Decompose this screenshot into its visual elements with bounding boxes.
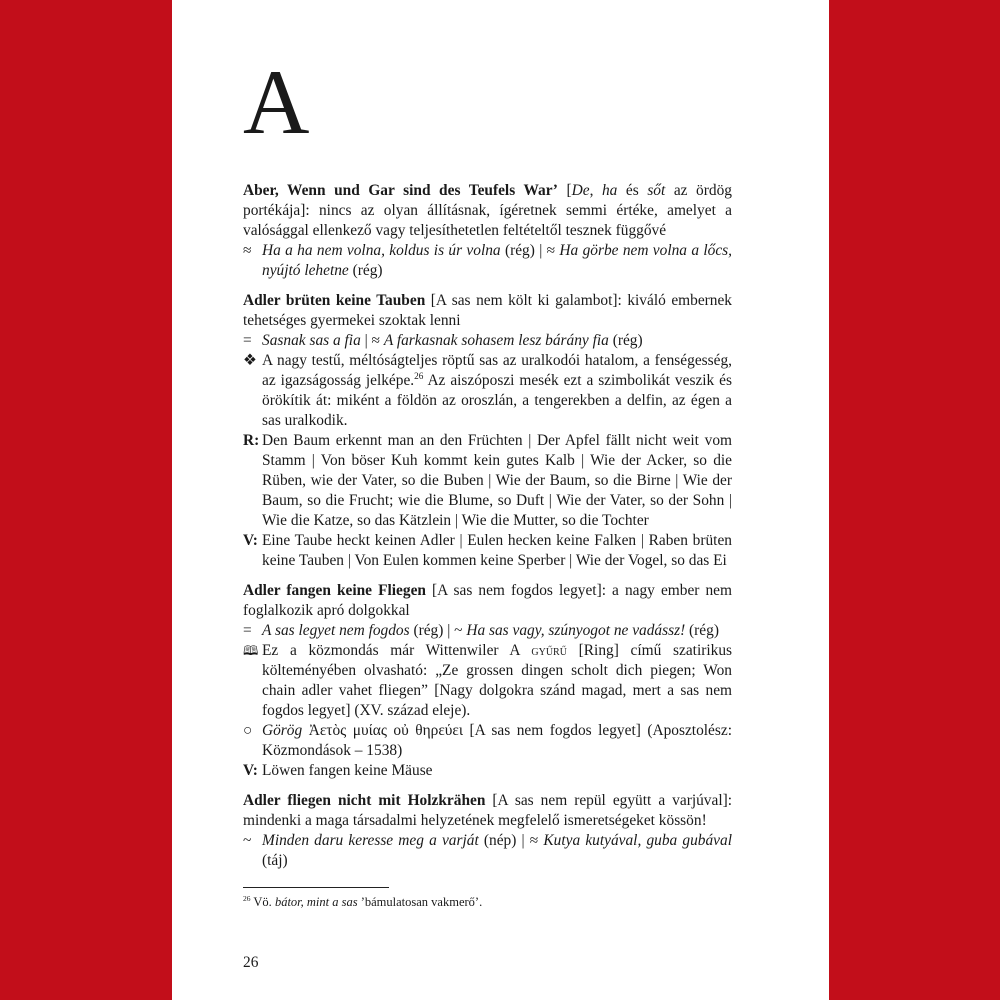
line-text: (rég) (685, 622, 719, 639)
line-marker: V: (243, 532, 258, 549)
line-text: | ≈ (360, 332, 384, 349)
line-text: gyűrű (531, 643, 567, 659)
line-text: Sasnak sas a fia (262, 332, 361, 349)
line-text: A nagy testű, méltóságteljes röptű sas az uralkodói hatalom, a fenségesség, az igazságosság jelképe. (262, 352, 732, 389)
line-text: Eine Taube heckt keinen Adler | Eulen hecken keine Falken | Raben brüten keine Tauben | Von Eulen kommen keine Sperber | Wie der Vogel, so das Ei (262, 532, 732, 569)
entry-list (243, 181, 732, 871)
line-text: A farkasnak sohasem lesz bárány fia (383, 332, 609, 349)
entry-line (243, 351, 732, 431)
line-text: Ha görbe nem volna a lőcs, nyújtó lehetne (262, 242, 733, 279)
entry-headword: Adler fliegen nicht mit Holzkrähen (243, 792, 486, 809)
footnote (243, 894, 732, 910)
entry-line (243, 241, 732, 281)
line-marker: V: (243, 762, 258, 779)
line-marker: R: (243, 432, 260, 449)
entry-headword: Adler fangen keine Fliegen (243, 582, 426, 599)
entry-headword: Aber, Wenn und Gar sind des Teufels War’ (243, 182, 558, 199)
line-text: [Ring] című szatirikus költeményében olvasható: „Ze grossen dingen scholt dich piegen; Won chain adler vahet fliegen” [Nagy dolgokra szánd magad, mert a sas nem fogdos legyet] (XV. század eleje). (262, 642, 733, 719)
entry-line (243, 531, 732, 571)
book-icon: 🕮 (243, 643, 259, 658)
entry-head (243, 291, 732, 331)
line-text: (rég) (348, 262, 383, 279)
entry-headword: Adler brüten keine Tauben (243, 292, 426, 309)
entry-line (243, 831, 732, 871)
entry-gloss-part: sőt (647, 182, 666, 199)
line-text: (rég) | ~ (409, 622, 467, 639)
entry-line (243, 641, 732, 721)
line-text: Ha a ha nem volna, koldus is úr volna (262, 242, 501, 259)
page-content (243, 51, 733, 910)
line-text: Ha sas vagy, szúnyogot ne vadássz! (466, 622, 686, 639)
line-marker: = (243, 622, 252, 639)
dictionary-entry (243, 291, 732, 571)
line-marker: = (243, 332, 252, 349)
line-text: (rég) | ≈ (500, 242, 560, 259)
line-text: Löwen fangen keine Mäuse (262, 762, 433, 779)
footnote-number: 26 (243, 893, 251, 903)
entry-head (243, 181, 732, 241)
line-text: Den Baum erkennt man an den Früchten | Der Apfel fällt nicht weit vom Stamm | Von böser Kuh kommt kein gutes Kalb | Wie der Acker, so die Rüben, wie der Vater, so die Buben | Wie der Baum, so die Birne | Wie der Baum, so die Frucht; wie die Blume, so Duft | Wie der Vater, so der Sohn | Wie die Katze, so das Kätzlein | Wie die Mutter, so die Tochter (262, 432, 732, 529)
line-text: Görög (262, 722, 303, 739)
entry-gloss-part: [ (557, 182, 572, 199)
line-text: (táj) (262, 852, 288, 869)
footnote-post: ’bámulatosan vakmerő’. (357, 895, 483, 909)
dictionary-entry (243, 581, 732, 781)
entry-line (243, 331, 732, 351)
entry-line (243, 721, 732, 761)
entry-head (243, 581, 732, 621)
footnote-ref: 26 (414, 370, 424, 381)
book-page (172, 0, 829, 1000)
page-number: 26 (243, 954, 259, 971)
line-text: (nép) | ≈ (478, 832, 544, 849)
line-text: Minden daru keresse meg a varját (262, 832, 479, 849)
section-letter: A (243, 51, 310, 153)
entry-head (243, 791, 732, 831)
entry-gloss: az ördög portékája]: nincs az olyan állításnak, ígéretnek semmi értéke, amelyet a valósággal ellenkező vagy teljesíthetetlen feltételtől tesznek függővé (243, 182, 732, 239)
entry-gloss-part: és (617, 182, 648, 199)
line-marker: ~ (243, 832, 252, 849)
line-marker: ≈ (243, 242, 252, 259)
footnote-rule (243, 887, 389, 888)
entry-line (243, 621, 732, 641)
entry-line (243, 761, 732, 781)
entry-gloss-part: ha (601, 182, 618, 199)
entry-gloss: [A sas nem költ ki galambot]: kiváló embernek tehetséges gyermekei szoktak lenni (243, 292, 732, 329)
line-text: Ἀετὸς μυίας οὐ θηρεύει [A sas nem fogdos legyet] (Aposztolész: Közmondások – 1538) (262, 722, 732, 759)
dictionary-entry (243, 181, 732, 281)
line-marker: ○ (243, 722, 253, 739)
entry-gloss: [A sas nem fogdos legyet]: a nagy ember nem foglalkozik apró dolgokkal (243, 582, 732, 619)
entry-gloss: [A sas nem repül együtt a varjúval]: mindenki a maga társadalmi helyzetének megfelelő ismeretségeket kössön! (243, 792, 733, 829)
line-text: Ez a közmondás már Wittenwiler A (262, 642, 532, 659)
line-text: A sas legyet nem fogdos (262, 622, 410, 639)
entry-line (243, 431, 732, 531)
line-text: (rég) (608, 332, 643, 349)
line-text: Kutya kutyával, guba gubával (543, 832, 732, 849)
footnote-pre: Vö. (250, 895, 275, 909)
entry-gloss-part: De (571, 182, 590, 199)
entry-gloss-part: , (589, 182, 602, 199)
line-text: Az aiszóposzi mesék ezt a szimbolikát veszik és örökítik át: miként a földön az oroszlán, a tengerekben a delfin, az égen a sas uralkodik. (262, 372, 732, 429)
footnote-italic: bátor, mint a sas (274, 895, 358, 909)
dictionary-entry (243, 791, 732, 871)
diamond-icon: ❖ (243, 352, 257, 369)
